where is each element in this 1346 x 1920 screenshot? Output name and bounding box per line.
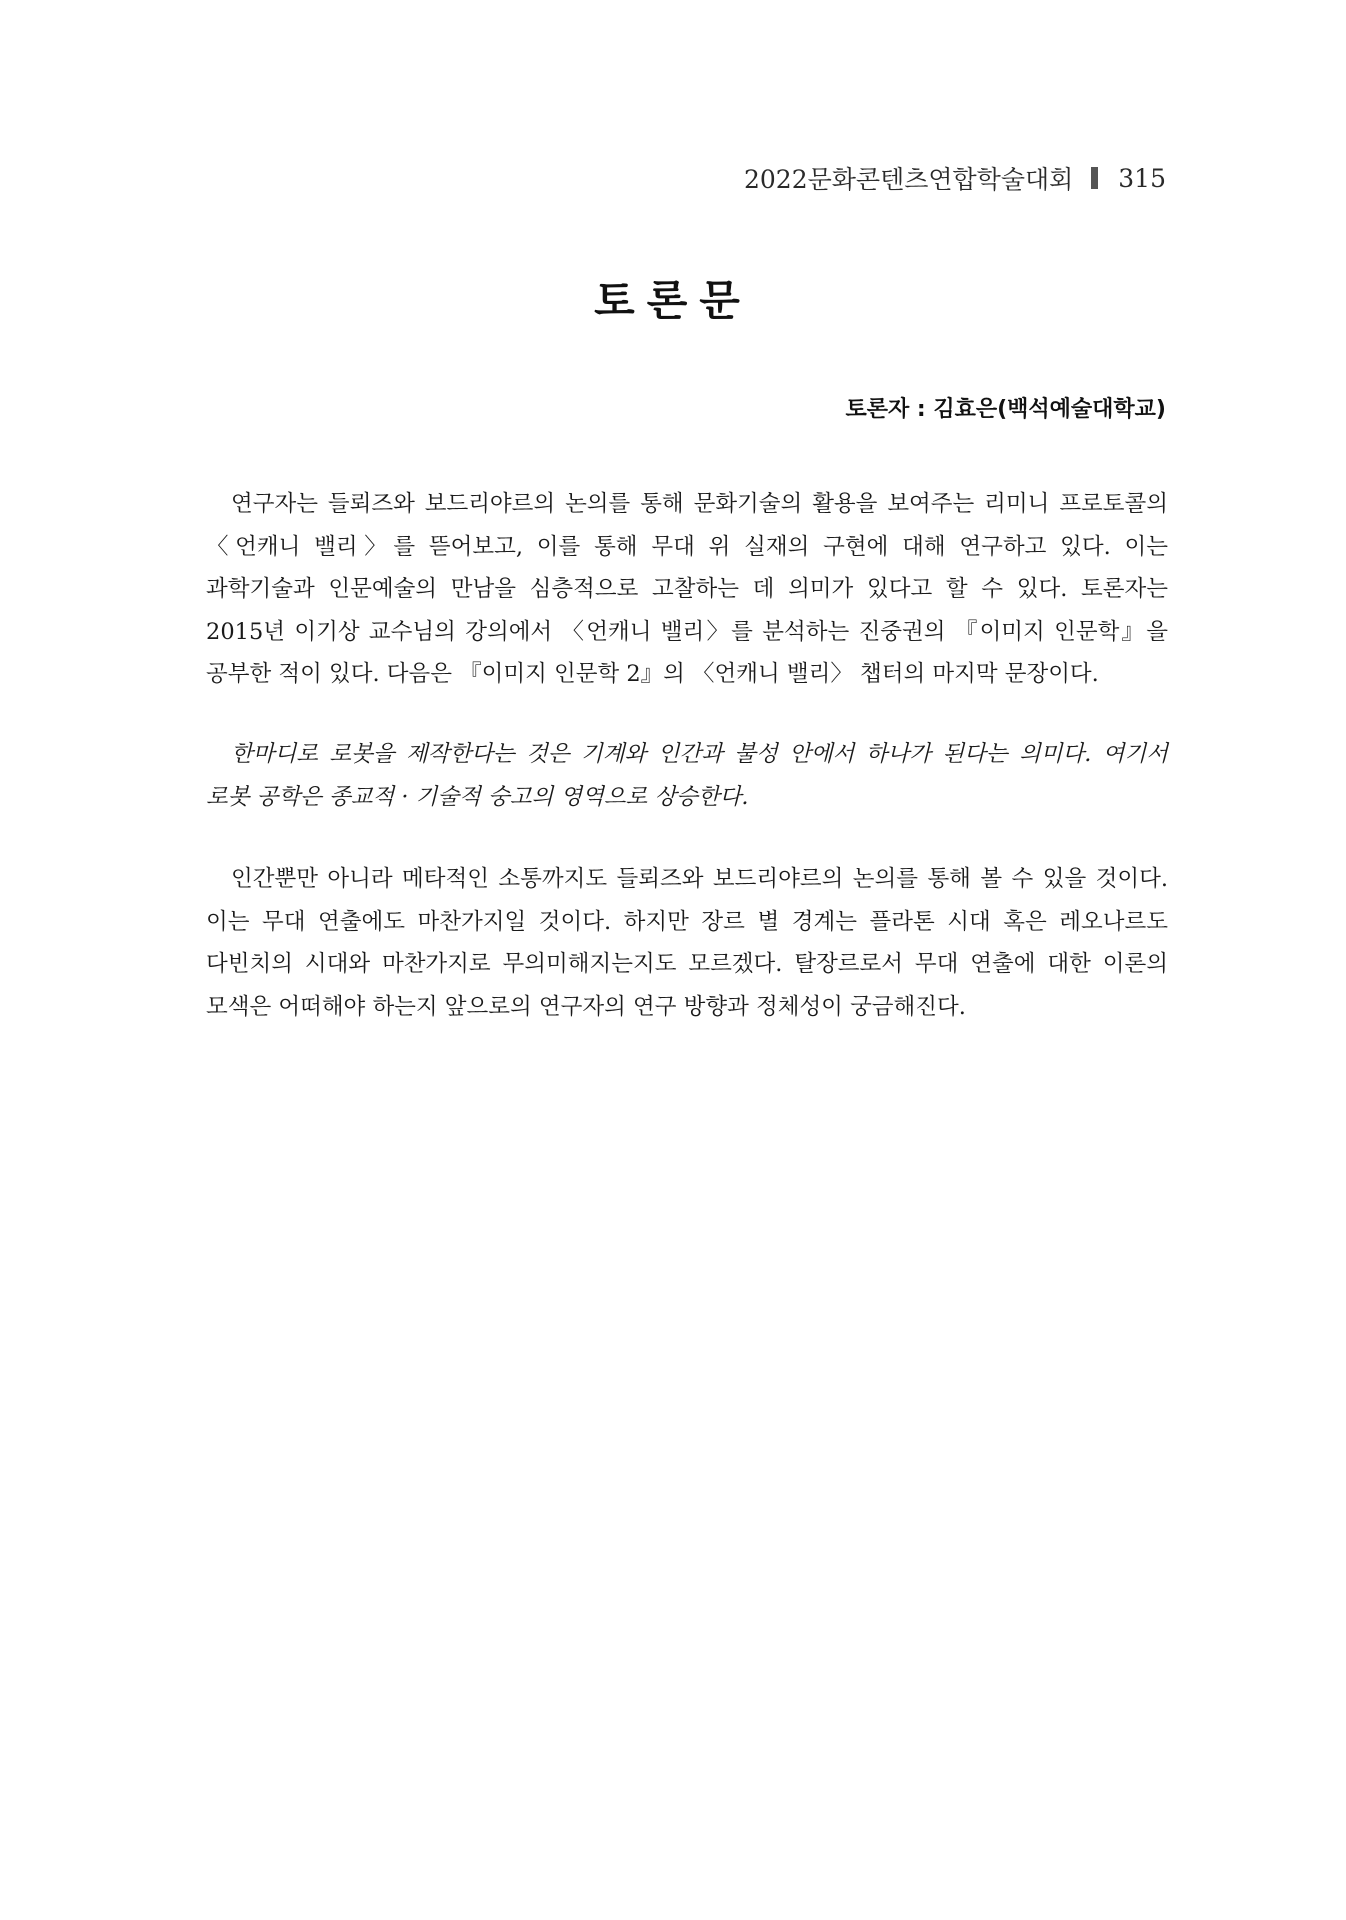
block-quote: 한마디로 로봇을 제작한다는 것은 기계와 인간과 불성 안에서 하나가 된다는 의미다. 여기서 로봇 공학은 종교적 · 기술적 숭고의 영역으로 상승한다. xyxy=(206,741,1168,810)
paragraph-conclusion: 인간뿐만 아니라 메타적인 소통까지도 들뢰즈와 보드리야르의 논의를 통해 볼 수 있을 것이다. 이는 무대 연출에도 마찬가지일 것이다. 하지만 장르 별 경계는 플라톤 시대 혹은 레오나르도 다빈치의 시대와 마찬가지로 무의미해지는지도 모르겠다. 탈장르로서 무대 연출에 대한 이론의 모색은 어떠해야 하는지 앞으로의 연구자의 연구 방향과 정체성이 궁금해진다. xyxy=(206,866,1168,1020)
running-header xyxy=(744,160,1166,196)
page-number: 315 xyxy=(1118,163,1166,193)
conference-name: 2022문화콘텐츠연합학술대회 xyxy=(744,165,1074,194)
paragraph-intro: 연구자는 들뢰즈와 보드리야르의 논의를 통해 문화기술의 활용을 보여주는 리미니 프로토콜의 〈언캐니 밸리〉를 뜯어보고, 이를 통해 무대 위 실재의 구현에 대해 연구하고 있다. 이는 과학기술과 인문예술의 만남을 심층적으로 고찰하는 데 의미가 있다고 할 수 있다. 토론자는 2015년 이기상 교수님의 강의에서 〈언캐니 밸리〉를 분석하는 진중권의 『이미지 인문학』을 공부한 적이 있다. 다음은 『이미지 인문학 2』의 〈언캐니 밸리〉 챕터의 마지막 문장이다. xyxy=(206,491,1168,687)
author-line: 토론자 : 김효은(백석예술대학교) xyxy=(845,397,1166,422)
header-separator xyxy=(1091,167,1098,189)
page-title: 토론문 xyxy=(594,276,752,325)
